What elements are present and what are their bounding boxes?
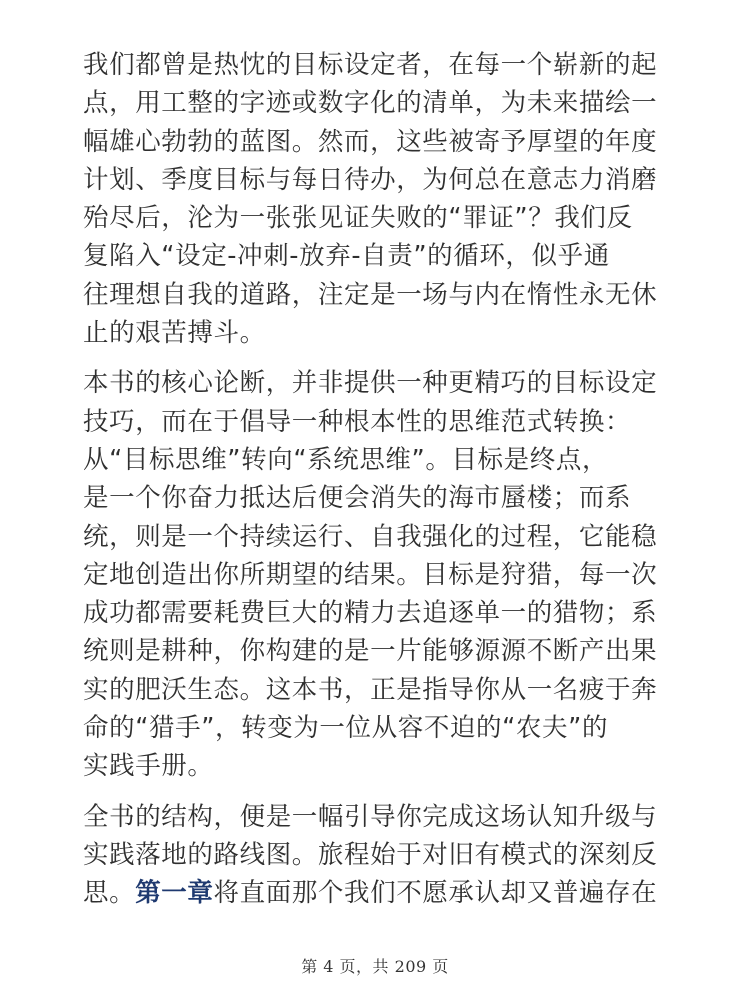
paragraph-1 (83, 46, 673, 352)
text-line: 从“目标思维”转向“系统思维”。目标是终点， (83, 444, 609, 475)
paragraph-3 (83, 798, 673, 913)
text-segment: 思。 (83, 878, 136, 909)
text-line: 复陷入“设定-冲刺-放弃-自责”的循环，似乎通 (83, 241, 610, 272)
text-line: 我们都曾是热忱的目标设定者，在每一个崭新的起 (83, 50, 658, 80)
text-line: 统，则是一个持续运行、自我强化的过程，它能稳 (83, 521, 658, 552)
text-line: 实践落地的路线图。旅程始于对旧有模式的深刻反 (83, 839, 658, 870)
text-line: 幅雄心勃勃的蓝图。然而，这些被寄予厚望的年度 (83, 126, 658, 157)
text-line: 殆尽后，沦为一张张见证失败的“罪证”？我们反 (83, 203, 633, 234)
text-line: 计划、季度目标与每日待办，为何总在意志力消磨 (83, 164, 658, 195)
page-number-footer: 第 4 页，共 209 页 (301, 957, 449, 976)
text-line: 技巧，而在于倡导一种根本性的思维范式转换： (83, 406, 632, 437)
text-line: 止的艰苦搏斗。 (83, 318, 266, 349)
paragraph-2 (83, 364, 673, 785)
text-line: 统则是耕种，你构建的是一片能够源源不断产出果 (83, 636, 658, 667)
chapter-one-reference: 第一章 (135, 878, 214, 909)
body-text (83, 46, 673, 925)
text-line: 本书的核心论断，并非提供一种更精巧的目标设定 (83, 368, 658, 399)
text-line: 往理想自我的道路，注定是一场与内在惰性永无休 (83, 279, 658, 310)
text-line (83, 874, 673, 912)
text-line: 全书的结构，便是一幅引导你完成这场认知升级与 (83, 801, 658, 832)
text-line: 实践手册。 (83, 751, 214, 782)
text-line: 是一个你奋力抵达后便会消失的海市蜃楼；而系 (83, 483, 632, 514)
text-line: 点，用工整的字迹或数字化的清单，为未来描绘一 (83, 88, 658, 119)
text-segment: 将直面那个我们不愿承认却又普遍存在 (213, 878, 658, 909)
text-line: 实的肥沃生态。这本书，正是指导你从一名疲于奔 (83, 674, 658, 705)
text-line: 命的“猎手”，转变为一位从容不迫的“农夫”的 (83, 713, 609, 744)
text-line: 定地创造出你所期望的结果。目标是狩猎，每一次 (83, 559, 658, 590)
text-line: 成功都需要耗费巨大的精力去追逐单一的猎物；系 (83, 598, 658, 629)
